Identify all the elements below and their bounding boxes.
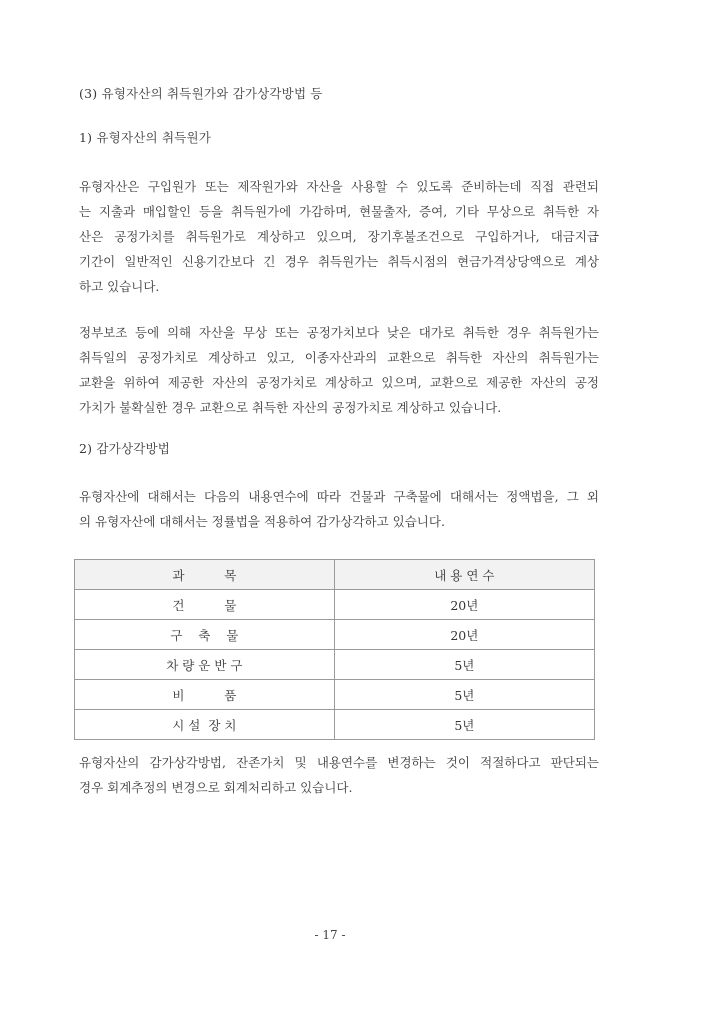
cell-item: 구 축 물 xyxy=(75,620,335,650)
paragraph-line: 경우 회계추정의 변경으로 회계처리하고 있습니다. xyxy=(79,780,353,795)
table-row xyxy=(75,650,595,680)
paragraph-line: 유형자산의 감가상각방법, 잔존가치 및 내용연수를 변경하는 것이 적절하다고 판단되는 xyxy=(79,755,599,770)
table-row xyxy=(75,680,595,710)
paragraph-government-grant xyxy=(79,320,599,420)
paragraph-line: 의 유형자산에 대해서는 정률법을 적용하여 감가상각하고 있습니다. xyxy=(79,514,445,529)
paragraph-line: 유형자산은 구입원가 또는 제작원가와 자산을 사용할 수 있도록 준비하는데 직접 관련되 xyxy=(79,179,599,194)
cell-item: 건 물 xyxy=(75,590,335,620)
cell-item: 비 품 xyxy=(75,680,335,710)
cell-years: 5년 xyxy=(334,680,594,710)
paragraph-line: 유형자산에 대해서는 다음의 내용연수에 따라 건물과 구축물에 대해서는 정액법을, 그 외 xyxy=(79,489,599,504)
paragraph-acquisition-cost xyxy=(79,174,599,299)
cell-item: 시 설 장 치 xyxy=(75,710,335,740)
table-row xyxy=(75,710,595,740)
paragraph-line: 취득일의 공정가치로 계상하고 있고, 이종자산과의 교환으로 취득한 자산의 취득원가는 xyxy=(79,350,599,365)
paragraph-line: 산은 공정가치를 취득원가로 계상하고 있으며, 장기후불조건으로 구입하거나, 대금지급 xyxy=(79,229,599,244)
paragraph-line: 교환을 위하여 제공한 자산의 공정가치로 계상하고 있으며, 교환으로 제공한 자산의 공정 xyxy=(79,375,599,390)
table-row xyxy=(75,620,595,650)
paragraph-line: 기간이 일반적인 신용기간보다 긴 경우 취득원가는 취득시점의 현금가격상당액으로 계상 xyxy=(79,254,599,269)
useful-life-table xyxy=(74,559,595,740)
table-row xyxy=(75,590,595,620)
cell-years: 5년 xyxy=(334,650,594,680)
paragraph-line: 하고 있습니다. xyxy=(79,279,160,294)
cell-years: 20년 xyxy=(334,590,594,620)
paragraph-line: 정부보조 등에 의해 자산을 무상 또는 공정가치보다 낮은 대가로 취득한 경우 취득원가는 xyxy=(79,325,599,340)
table-header-row xyxy=(75,560,595,590)
paragraph-line: 는 지출과 매입할인 등을 취득원가에 가감하며, 현물출자, 증여, 기타 무상으로 취득한 자 xyxy=(79,204,599,219)
subheading-depreciation-method: 2) 감가상각방법 xyxy=(79,441,171,456)
page-number: - 17 - xyxy=(314,928,346,942)
cell-years: 5년 xyxy=(334,710,594,740)
cell-years: 20년 xyxy=(334,620,594,650)
subheading-acquisition-cost: 1) 유형자산의 취득원가 xyxy=(79,130,212,145)
paragraph-depreciation xyxy=(79,484,599,534)
header-item: 과 목 xyxy=(75,560,335,590)
paragraph-estimate-change xyxy=(79,750,599,800)
section-heading: (3) 유형자산의 취득원가와 감가상각방법 등 xyxy=(79,86,323,101)
cell-item: 차 량 운 반 구 xyxy=(75,650,335,680)
paragraph-line: 가치가 불확실한 경우 교환으로 취득한 자산의 공정가치로 계상하고 있습니다. xyxy=(79,400,502,415)
header-useful-life: 내 용 연 수 xyxy=(334,560,594,590)
